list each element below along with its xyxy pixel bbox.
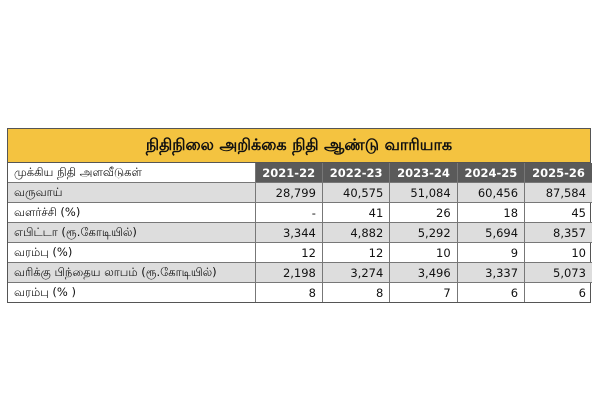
table-row (8, 283, 592, 303)
row-label: வருவாய் (8, 183, 255, 203)
year-header: 2021-22 (255, 163, 322, 183)
row-label: வரம்பு (%) (8, 243, 255, 263)
header-row (8, 163, 592, 183)
cell-value: 4,882 (322, 223, 389, 243)
cell-value: 3,274 (322, 263, 389, 283)
cell-value: 45 (525, 203, 592, 223)
cell-value: 2,198 (255, 263, 322, 283)
cell-value: 40,575 (322, 183, 389, 203)
cell-value: 60,456 (457, 183, 524, 203)
cell-value: 9 (457, 243, 524, 263)
table-row (8, 243, 592, 263)
cell-value: 5,694 (457, 223, 524, 243)
cell-value: 5,292 (390, 223, 457, 243)
cell-value: 87,584 (525, 183, 592, 203)
cell-value: 5,073 (525, 263, 592, 283)
cell-value: 12 (322, 243, 389, 263)
cell-value: 7 (390, 283, 457, 303)
table-row (8, 183, 592, 203)
cell-value: 26 (390, 203, 457, 223)
financial-table-card (7, 128, 591, 303)
cell-value: 6 (457, 283, 524, 303)
table-row (8, 223, 592, 243)
cell-value: 12 (255, 243, 322, 263)
table-title: நிதிநிலை அறிக்கை நிதி ஆண்டு வாரியாக (8, 129, 590, 163)
row-label: வளர்ச்சி (%) (8, 203, 255, 223)
year-header: 2023-24 (390, 163, 457, 183)
cell-value: 6 (525, 283, 592, 303)
table-row (8, 263, 592, 283)
row-label: எபிட்டா (ரூ.கோடியில்) (8, 223, 255, 243)
cell-value: 3,337 (457, 263, 524, 283)
table-row (8, 203, 592, 223)
row-label: வரிக்கு பிந்தைய லாபம் (ரூ.கோடியில்) (8, 263, 255, 283)
cell-value: 8 (322, 283, 389, 303)
cell-value: 10 (525, 243, 592, 263)
cell-value: 10 (390, 243, 457, 263)
year-header: 2024-25 (457, 163, 524, 183)
cell-value: - (255, 203, 322, 223)
cell-value: 3,496 (390, 263, 457, 283)
cell-value: 41 (322, 203, 389, 223)
cell-value: 51,084 (390, 183, 457, 203)
year-header: 2022-23 (322, 163, 389, 183)
cell-value: 8 (255, 283, 322, 303)
header-label: முக்கிய நிதி அளவீடுகள் (8, 163, 255, 183)
cell-value: 28,799 (255, 183, 322, 203)
cell-value: 3,344 (255, 223, 322, 243)
row-label: வரம்பு (% ) (8, 283, 255, 303)
financial-table (8, 163, 592, 302)
year-header: 2025-26 (525, 163, 592, 183)
cell-value: 8,357 (525, 223, 592, 243)
cell-value: 18 (457, 203, 524, 223)
